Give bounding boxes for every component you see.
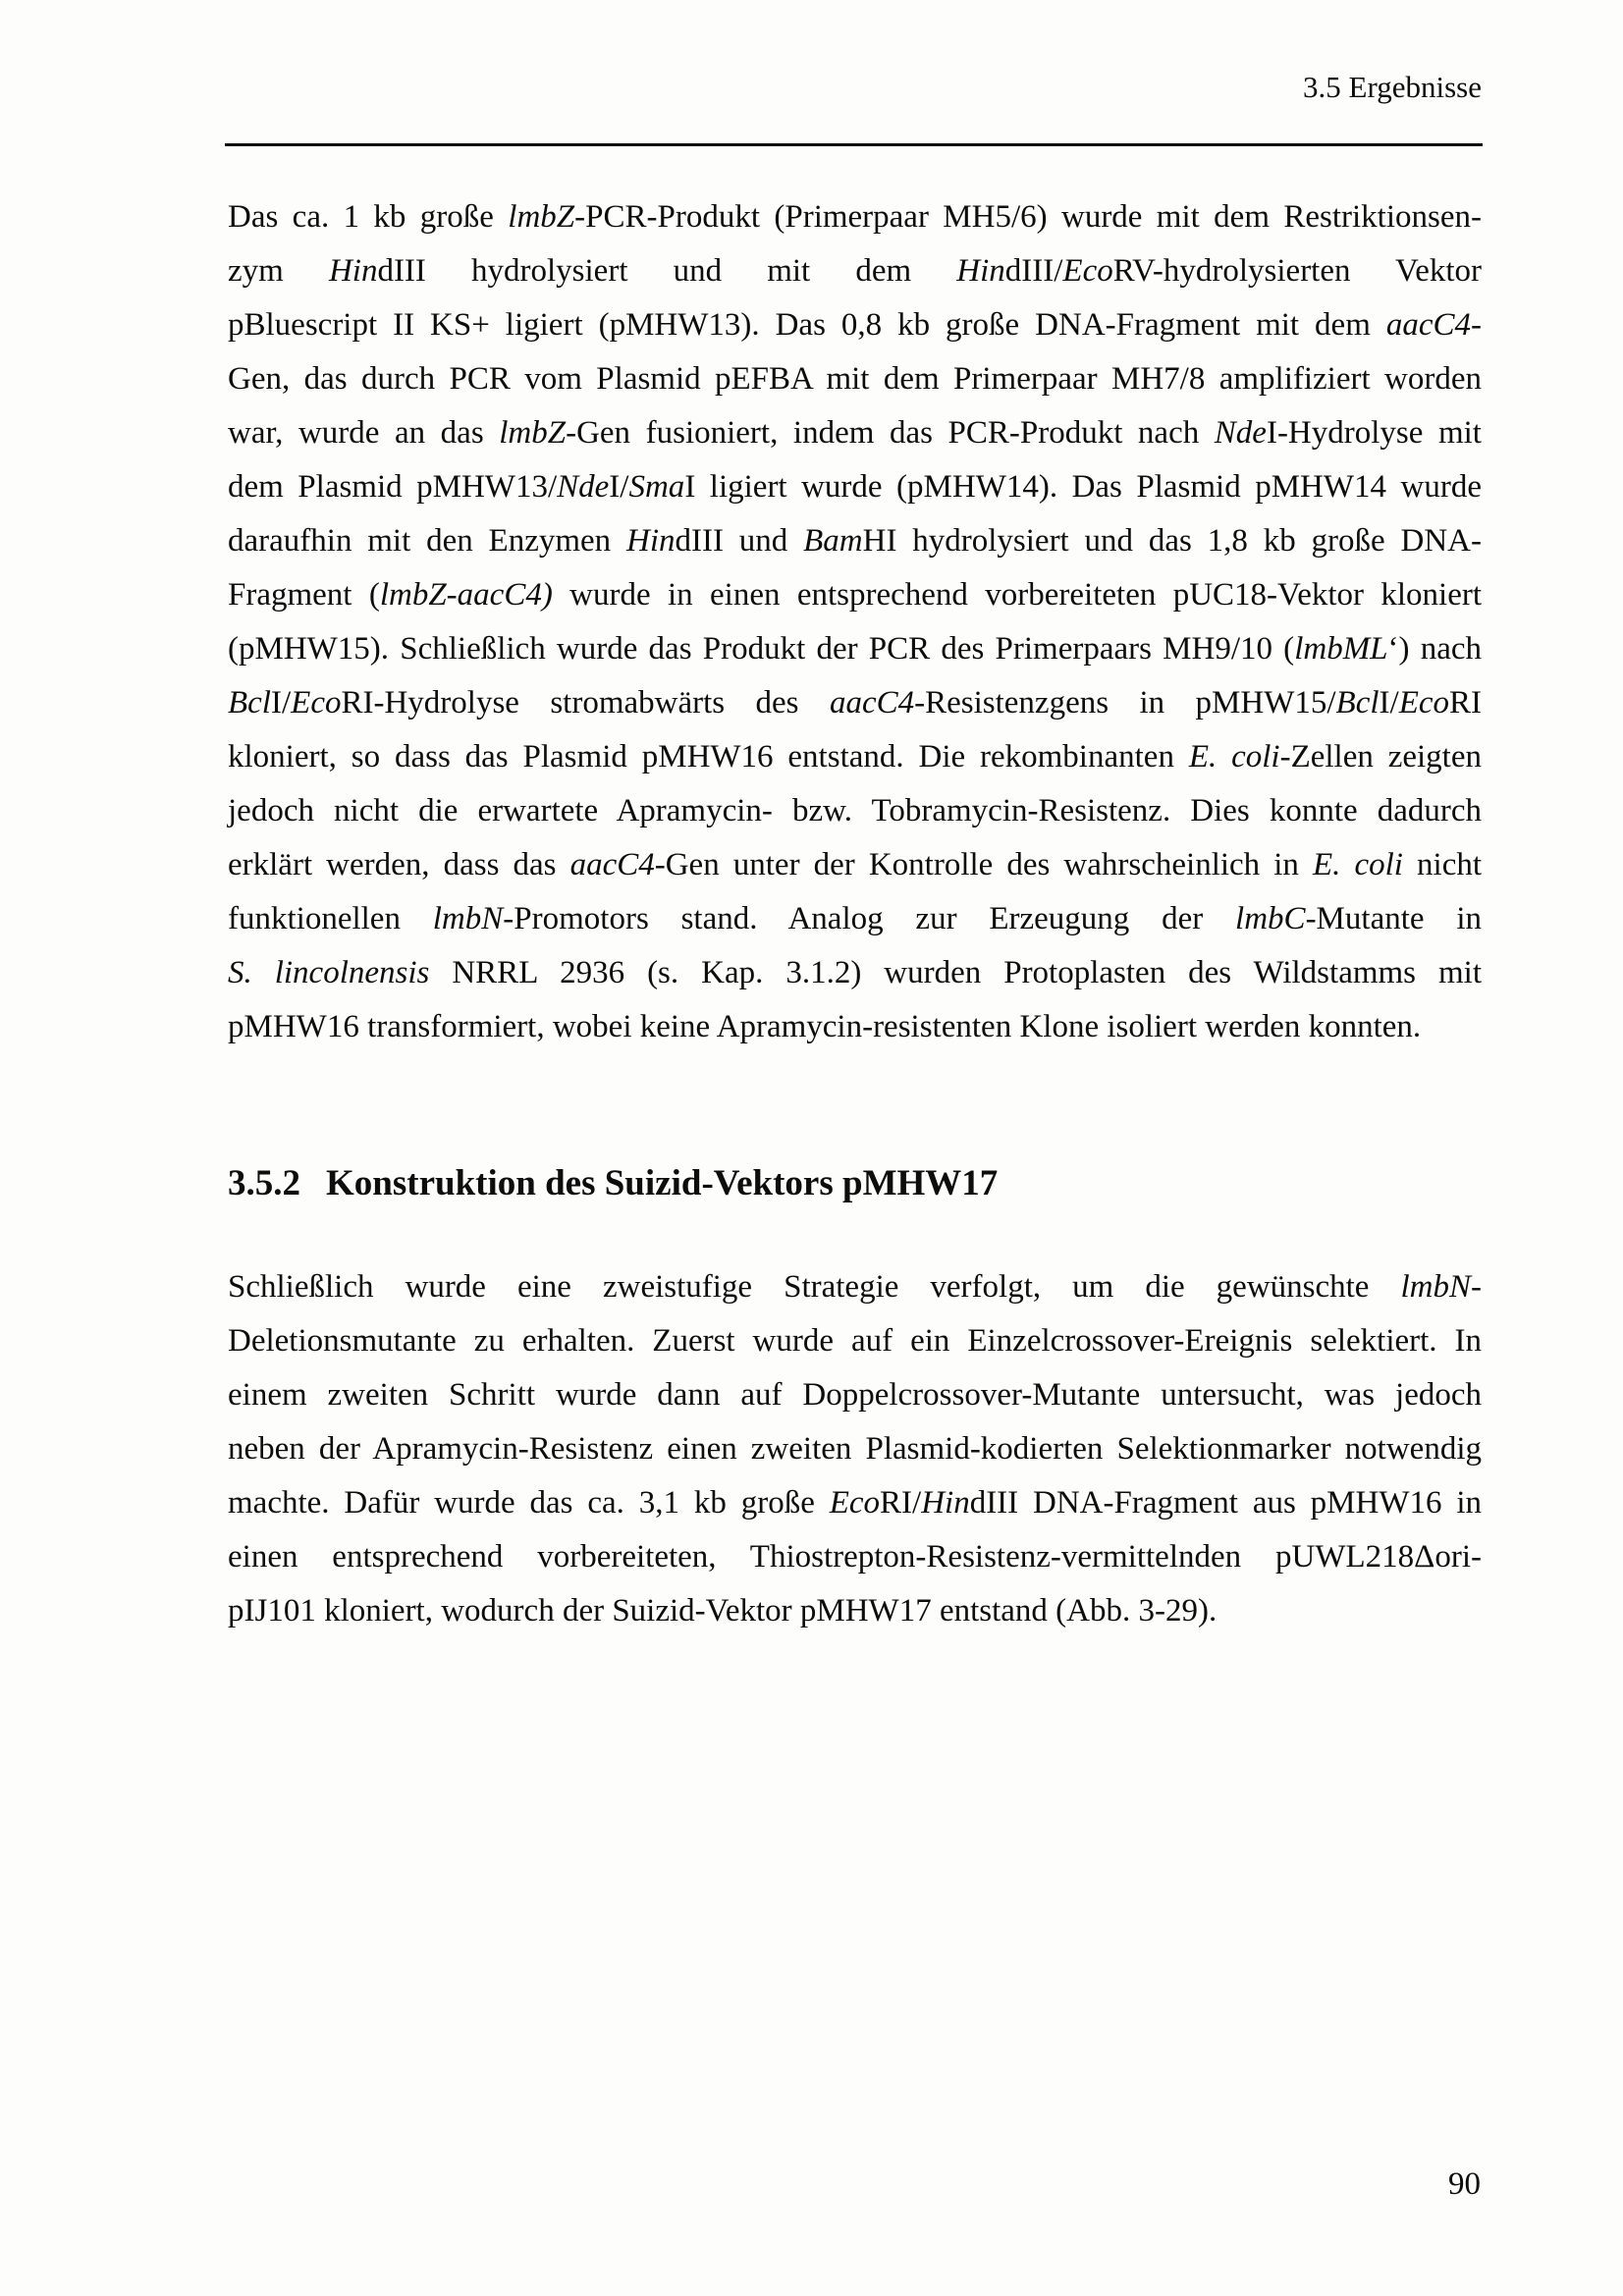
text-line: dem Plasmid pMHW13/NdeI/SmaI ligiert wurde (pMHW14). Das Plasmid pMHW14 wurde <box>228 469 1482 505</box>
text-line: war, wurde an das lmbZ-Gen fusioniert, indem das PCR-Produkt nach NdeI-Hydrolyse mit <box>228 415 1482 451</box>
text-line: zym HindIII hydrolysiert und mit dem HindIII/EcoRV-hydrolysierten Vektor <box>228 253 1482 289</box>
text-line: Das ca. 1 kb große lmbZ-PCR-Produkt (Primerpaar MH5/6) wurde mit dem Restriktionsen- <box>228 199 1482 235</box>
text-line: daraufhin mit den Enzymen HindIII und BamHI hydrolysiert und das 1,8 kb große DNA- <box>228 523 1483 559</box>
paragraph-2 <box>228 1260 1482 1638</box>
text-line: machte. Dafür wurde das ca. 3,1 kb große EcoRI/HindIII DNA-Fragment aus pMHW16 in <box>228 1485 1483 1521</box>
text-line: Schließlich wurde eine zweistufige Strategie verfolgt, um die gewünschte lmbN- <box>228 1269 1482 1305</box>
text-line: pIJ101 kloniert, wodurch der Suizid-Vektor pMHW17 entstand (Abb. 3-29). <box>228 1593 1217 1629</box>
text-line: jedoch nicht die erwartete Apramycin- bzw. Tobramycin-Resistenz. Dies konnte dadurch <box>228 793 1482 828</box>
text-line: BclI/EcoRI-Hydrolyse stromabwärts des aacC4-Resistenzgens in pMHW15/BclI/EcoRI <box>228 685 1482 721</box>
text-line: Gen, das durch PCR vom Plasmid pEFBA mit dem Primerpaar MH7/8 amplifiziert worden <box>228 361 1482 397</box>
section-title: Konstruktion des Suizid-Vektors pMHW17 <box>326 1163 999 1203</box>
text-line: Deletionsmutante zu erhalten. Zuerst wurde auf ein Einzelcrossover-Ereignis selektiert. In <box>228 1323 1482 1359</box>
paragraph-1 <box>228 190 1482 1054</box>
text-line: neben der Apramycin-Resistenz einen zweiten Plasmid-kodierten Selektionmarker notwendig <box>228 1431 1482 1467</box>
text-line: (pMHW15). Schließlich wurde das Produkt der PCR des Primerpaars MH9/10 (lmbML‘) nach <box>228 631 1482 667</box>
header-rule <box>225 143 1483 146</box>
text-line: pBluescript II KS+ ligiert (pMHW13). Das 0,8 kb große DNA-Fragment mit dem aacC4- <box>228 307 1482 343</box>
text-line: kloniert, so dass das Plasmid pMHW16 entstand. Die rekombinanten E. coli-Zellen zeigten <box>228 739 1482 774</box>
text-line: einen entsprechend vorbereiteten, Thiostrepton-Resistenz-vermittelnden pUWL218Δori- <box>228 1539 1482 1575</box>
section-heading <box>228 1162 1482 1205</box>
page-number: 90 <box>1448 2166 1481 2202</box>
text-line: pMHW16 transformiert, wobei keine Apramycin-resistenten Klone isoliert werden konnten. <box>228 1009 1422 1044</box>
text-line: einem zweiten Schritt wurde dann auf Doppelcrossover-Mutante untersucht, was jedoch <box>228 1377 1482 1413</box>
text-line: Fragment (lmbZ-aacC4) wurde in einen entsprechend vorbereiteten pUC18-Vektor kloniert <box>228 577 1482 613</box>
text-line: erklärt werden, dass das aacC4-Gen unter der Kontrolle des wahrscheinlich in E. coli nicht <box>228 847 1483 882</box>
section-number: 3.5.2 <box>228 1163 300 1203</box>
text-line: funktionellen lmbN-Promotors stand. Analog zur Erzeugung der lmbC-Mutante in <box>228 901 1482 936</box>
running-head: 3.5 Ergebnisse <box>1303 70 1482 104</box>
text-line: S. lincolnensis NRRL 2936 (s. Kap. 3.1.2) wurden Protoplasten des Wildstamms mit <box>228 955 1482 990</box>
